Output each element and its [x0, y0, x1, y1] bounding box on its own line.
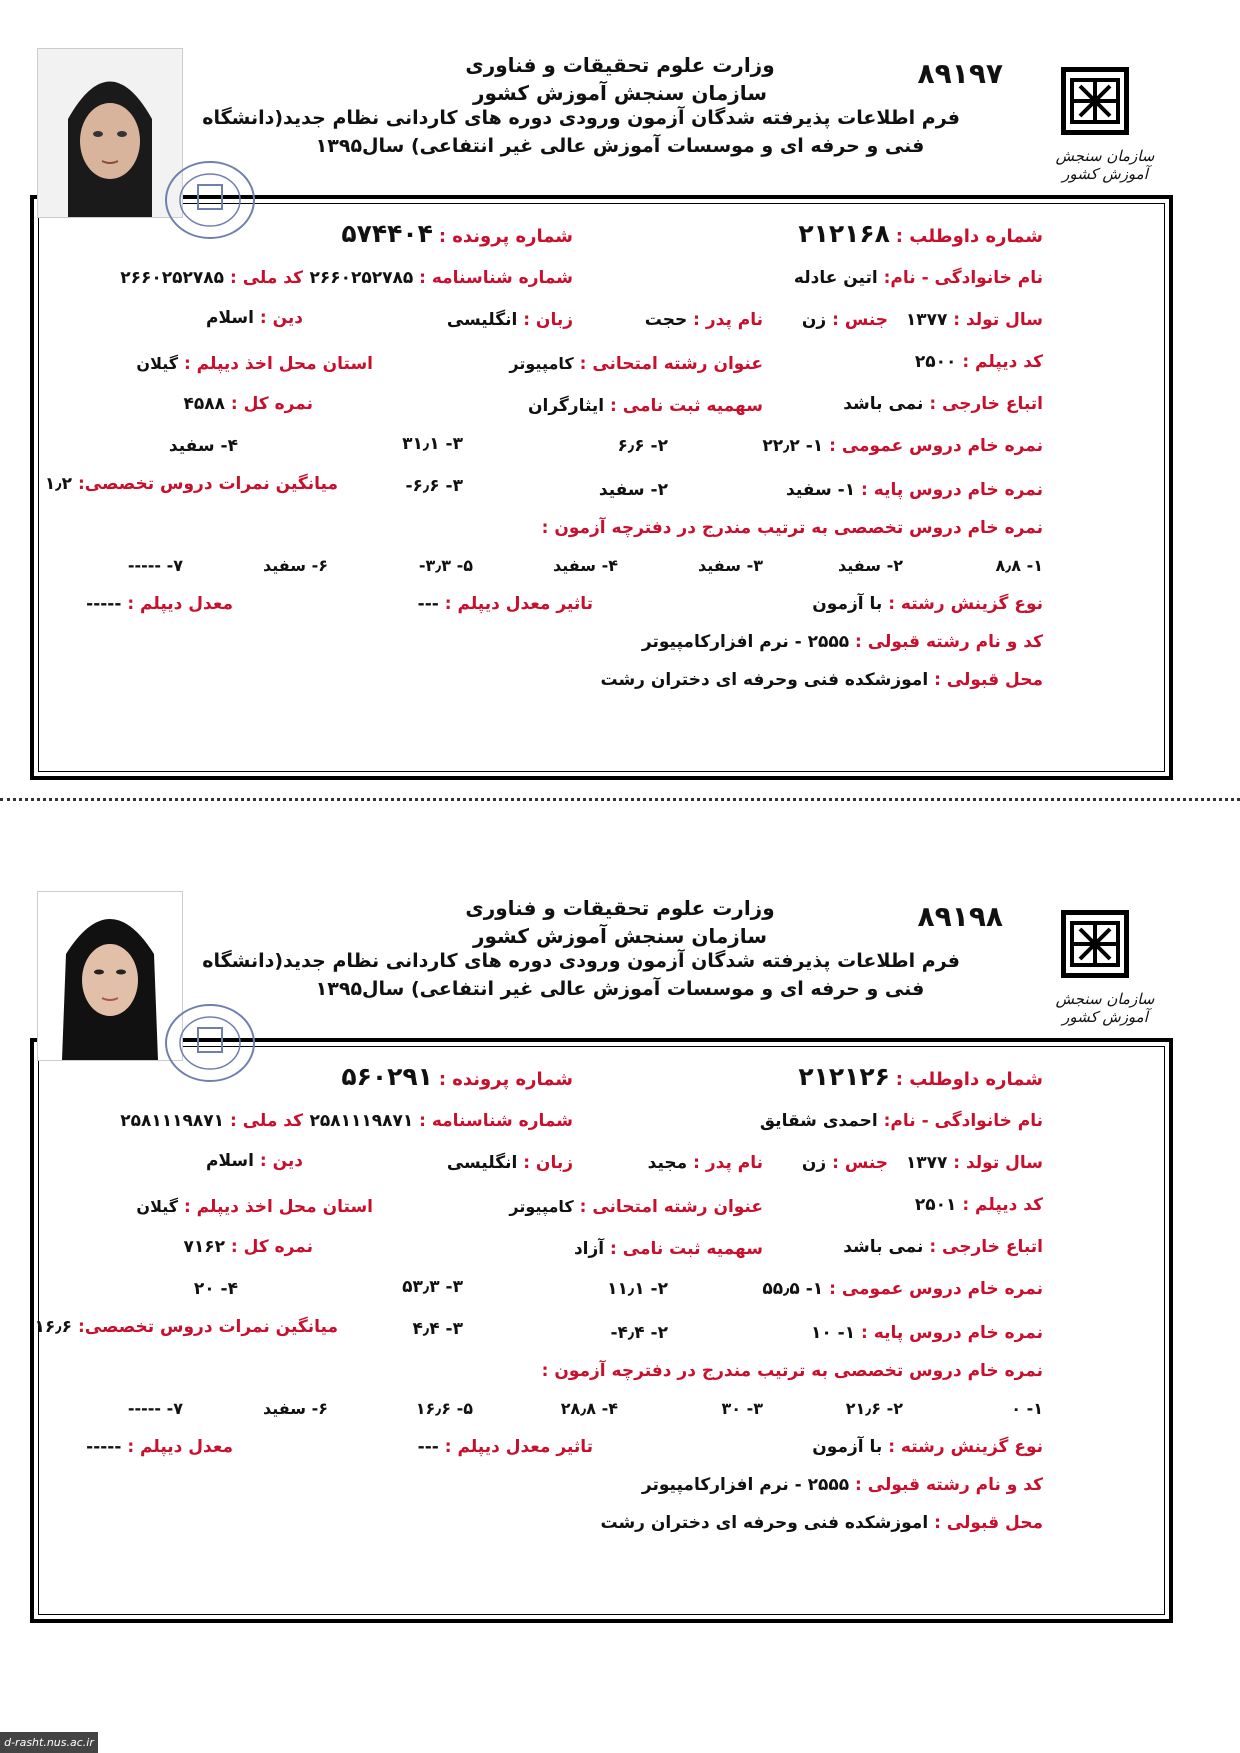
official-seal-icon: [160, 998, 260, 1088]
diploma-effect-row: تاثیر معدل دیپلم : ---: [417, 594, 593, 614]
language: انگلیسی: [446, 1153, 518, 1173]
gender: زن: [801, 310, 827, 330]
logo-emblem-icon: [1061, 910, 1129, 978]
org-logo: [1049, 57, 1161, 183]
name-row: نام خانوادگی - نام: اتین عادله: [793, 268, 1043, 288]
specialized-score-5: ۵- ۱۶٫۶: [415, 1399, 473, 1418]
nationality-row: اتباع خارجی : نمی باشد: [843, 1237, 1043, 1257]
serial-number: ۸۹۱۹۸: [917, 900, 1003, 933]
accepted-field-row: کد و نام رشته قبولی : ۲۵۵۵ - نرم افزارکامپیوتر: [641, 632, 1043, 652]
specialized-avg-row: میانگین نمرات دروس تخصصی: ۱٫۲: [44, 474, 338, 494]
base-score-3: ۳- ۶٫۶-: [405, 476, 463, 496]
general-score-2: ۲- ۱۱٫۱: [607, 1279, 668, 1299]
religion-row: دین : اسلام: [206, 308, 303, 328]
base-score-2: ۲- ۴٫۴-: [610, 1323, 668, 1343]
official-seal-icon: [160, 155, 260, 245]
logo-caption: سازمان سنجش آموزش کشور: [1055, 147, 1155, 183]
general-row: نمره خام دروس عمومی : ۱- ۲۲٫۲: [762, 436, 1043, 456]
quota-row: سهمیه ثبت نامی : آزاد: [573, 1239, 763, 1259]
site-watermark: d-rasht.nus.ac.ir: [0, 1732, 98, 1753]
base-row: نمره خام دروس پایه : ۱- ۱۰: [810, 1323, 1043, 1343]
title-organization: سازمان سنجش آموزش کشور: [473, 924, 767, 948]
title-form: فرم اطلاعات پذیرفته شدگان آزمون ورودی دوره های کاردانی نظام جدید(دانشگاه: [202, 107, 960, 129]
base-score-2: ۲- سفید: [598, 480, 668, 500]
specialized-score-5: ۵- ۳٫۳-: [418, 556, 473, 575]
birth-year-row: سال تولد : ۱۳۷۷ جنس : زن: [801, 1153, 1043, 1173]
name-row: نام خانوادگی - نام: احمدی شقایق: [759, 1111, 1043, 1131]
accepted-place: اموزشکده فنی وحرفه ای دختران رشت: [600, 1513, 929, 1533]
language-row: زبان : انگلیسی: [446, 310, 573, 330]
diploma-avg: -----: [86, 1437, 122, 1457]
accepted-field: ۲۵۵۵ - نرم افزارکامپیوتر: [641, 1475, 850, 1495]
language-row: زبان : انگلیسی: [446, 1153, 573, 1173]
selection-type: با آزمون: [812, 594, 883, 614]
diploma-avg: -----: [86, 594, 122, 614]
id-card-row: شماره شناسنامه : ۲۵۸۱۱۱۹۸۷۱: [309, 1111, 573, 1131]
selection-type-row: نوع گزینش رشته : با آزمون: [812, 1437, 1043, 1457]
total-score-row: نمره کل : ۴۵۸۸: [183, 394, 313, 414]
accepted-place-row: محل قبولی : اموزشکده فنی وحرفه ای دختران رشت: [600, 1513, 1043, 1533]
general-score-2: ۲- ۶٫۶: [617, 436, 668, 456]
general-score-3: ۳- ۵۳٫۳: [402, 1277, 463, 1297]
diploma-province-row: استان محل اخذ دیپلم : گیلان: [136, 354, 373, 374]
father-row: نام پدر : حجت: [644, 310, 763, 330]
nationality: نمی باشد: [843, 1237, 924, 1257]
candidate-number-row: شماره داوطلب : ۲۱۲۱۲۶: [798, 1062, 1043, 1091]
diploma-effect: ---: [417, 1437, 439, 1457]
general-score-1: ۱- ۲۲٫۲: [762, 436, 824, 456]
father-name: حجت: [644, 310, 688, 330]
quota-row: سهمیه ثبت نامی : ایثارگران: [528, 396, 763, 416]
national-code-row: کد ملی : ۲۶۶۰۲۵۲۷۸۵: [120, 268, 303, 288]
candidate-number-row: شماره داوطلب : ۲۱۲۱۶۸: [798, 219, 1043, 248]
language: انگلیسی: [446, 310, 518, 330]
file-number-row: شماره پرونده : ۵۶۰۲۹۱: [341, 1062, 573, 1091]
title-form: فرم اطلاعات پذیرفته شدگان آزمون ورودی دوره های کاردانی نظام جدید(دانشگاه: [202, 950, 960, 972]
specialized-score-7: ۷- -----: [127, 556, 183, 575]
specialized-score-7: ۷- -----: [127, 1399, 183, 1418]
base-row: نمره خام دروس پایه : ۱- سفید: [786, 480, 1043, 500]
general-score-3: ۳- ۳۱٫۱: [402, 434, 463, 454]
quota: آزاد: [573, 1239, 605, 1259]
diploma-code: ۲۵۰۱: [914, 1195, 957, 1215]
birth-year: ۱۳۷۷: [905, 1153, 948, 1173]
specialized-score-6: ۶- سفید: [263, 1399, 328, 1418]
quota: ایثارگران: [528, 396, 605, 416]
religion: اسلام: [206, 1151, 254, 1171]
specialized-score-3: ۳- سفید: [698, 556, 763, 575]
diploma-province: گیلان: [136, 354, 179, 373]
accepted-place: اموزشکده فنی وحرفه ای دختران رشت: [600, 670, 929, 690]
id-card-row: شماره شناسنامه : ۲۶۶۰۲۵۲۷۸۵: [309, 268, 573, 288]
exam-field: کامپیوتر: [509, 1197, 574, 1216]
total-score-row: نمره کل : ۷۱۶۲: [183, 1237, 313, 1257]
cut-line-divider: [0, 798, 1240, 801]
diploma-code: ۲۵۰۰: [914, 352, 957, 372]
candidate-number: ۲۱۲۱۶۸: [798, 219, 890, 248]
diploma-province: گیلان: [136, 1197, 179, 1216]
religion: اسلام: [206, 308, 254, 328]
general-score-4: ۴- ۲۰: [193, 1279, 238, 1299]
id-card-number: ۲۵۸۱۱۱۹۸۷۱: [309, 1111, 414, 1131]
admission-form-2: [30, 888, 1173, 1623]
general-row: نمره خام دروس عمومی : ۱- ۵۵٫۵: [762, 1279, 1043, 1299]
specialized-avg: ۱۶٫۶: [34, 1317, 73, 1337]
admission-form-1: [30, 45, 1173, 780]
diploma-province-row: استان محل اخذ دیپلم : گیلان: [136, 1197, 373, 1217]
exam-field-row: عنوان رشته امتحانی : کامپیوتر: [509, 1197, 763, 1217]
diploma-code-row: کد دیپلم : ۲۵۰۰: [914, 352, 1043, 372]
diploma-code-row: کد دیپلم : ۲۵۰۱: [914, 1195, 1043, 1215]
file-number: ۵۶۰۲۹۱: [341, 1062, 433, 1091]
logo-emblem-icon: [1061, 67, 1129, 135]
father-name: مجید: [647, 1153, 688, 1173]
file-number-row: شماره پرونده : ۵۷۴۴۰۴: [341, 219, 573, 248]
specialized-avg-row: میانگین نمرات دروس تخصصی: ۱۶٫۶: [34, 1317, 338, 1337]
selection-type-row: نوع گزینش رشته : با آزمون: [812, 594, 1043, 614]
total-score: ۴۵۸۸: [183, 394, 225, 414]
base-score-3: ۳- ۴٫۴: [412, 1319, 463, 1339]
specialized-score-4: ۴- ۲۸٫۸: [560, 1399, 618, 1418]
full-name: اتین عادله: [793, 268, 878, 288]
specialized-avg: ۱٫۲: [44, 474, 73, 494]
father-row: نام پدر : مجید: [647, 1153, 763, 1173]
file-number: ۵۷۴۴۰۴: [341, 219, 433, 248]
specialized-score-3: ۳- ۳۰: [721, 1399, 763, 1418]
specialized-title: نمره خام دروس تخصصی به ترتیب مندرج در دفترچه آزمون :: [541, 518, 1043, 538]
accepted-field-row: کد و نام رشته قبولی : ۲۵۵۵ - نرم افزارکامپیوتر: [641, 1475, 1043, 1495]
gender: زن: [801, 1153, 827, 1173]
title-organization: سازمان سنجش آموزش کشور: [473, 81, 767, 105]
diploma-avg-row: معدل دیپلم : -----: [86, 1437, 233, 1457]
specialized-score-2: ۲- سفید: [838, 556, 903, 575]
nationality: نمی باشد: [843, 394, 924, 414]
base-score-1: ۱- ۱۰: [810, 1323, 856, 1343]
specialized-score-2: ۲- ۲۱٫۶: [845, 1399, 903, 1418]
specialized-score-6: ۶- سفید: [263, 556, 328, 575]
diploma-effect-row: تاثیر معدل دیپلم : ---: [417, 1437, 593, 1457]
id-card-number: ۲۶۶۰۲۵۲۷۸۵: [309, 268, 414, 288]
title-ministry: وزارت علوم تحقیقات و فناوری: [465, 896, 775, 920]
diploma-effect: ---: [417, 594, 439, 614]
national-code: ۲۵۸۱۱۱۹۸۷۱: [120, 1111, 225, 1131]
selection-type: با آزمون: [812, 1437, 883, 1457]
logo-caption: سازمان سنجش آموزش کشور: [1055, 990, 1155, 1026]
religion-row: دین : اسلام: [206, 1151, 303, 1171]
diploma-avg-row: معدل دیپلم : -----: [86, 594, 233, 614]
exam-field-row: عنوان رشته امتحانی : کامپیوتر: [509, 354, 763, 374]
national-code-row: کد ملی : ۲۵۸۱۱۱۹۸۷۱: [120, 1111, 303, 1131]
title-form-cont: فنی و حرفه ای و موسسات آموزش عالی غیر انتفاعی) سال۱۳۹۵: [315, 135, 925, 157]
title-ministry: وزارت علوم تحقیقات و فناوری: [465, 53, 775, 77]
birth-year: ۱۳۷۷: [905, 310, 948, 330]
specialized-title: نمره خام دروس تخصصی به ترتیب مندرج در دفترچه آزمون :: [541, 1361, 1043, 1381]
specialized-score-4: ۴- سفید: [553, 556, 618, 575]
full-name: احمدی شقایق: [759, 1111, 878, 1131]
accepted-field: ۲۵۵۵ - نرم افزارکامپیوتر: [641, 632, 850, 652]
national-code: ۲۶۶۰۲۵۲۷۸۵: [120, 268, 225, 288]
specialized-score-1: ۱- ۸٫۸: [995, 556, 1043, 575]
candidate-number: ۲۱۲۱۲۶: [798, 1062, 890, 1091]
specialized-score-1: ۱- ۰: [1011, 1399, 1043, 1418]
base-score-1: ۱- سفید: [786, 480, 856, 500]
general-score-4: ۴- سفید: [168, 436, 238, 456]
birth-year-row: سال تولد : ۱۳۷۷ جنس : زن: [801, 310, 1043, 330]
general-score-1: ۱- ۵۵٫۵: [762, 1279, 824, 1299]
nationality-row: اتباع خارجی : نمی باشد: [843, 394, 1043, 414]
total-score: ۷۱۶۲: [183, 1237, 225, 1257]
title-form-cont: فنی و حرفه ای و موسسات آموزش عالی غیر انتفاعی) سال۱۳۹۵: [315, 978, 925, 1000]
exam-field: کامپیوتر: [509, 354, 574, 373]
accepted-place-row: محل قبولی : اموزشکده فنی وحرفه ای دختران رشت: [600, 670, 1043, 690]
org-logo: [1049, 900, 1161, 1026]
serial-number: ۸۹۱۹۷: [917, 57, 1003, 90]
